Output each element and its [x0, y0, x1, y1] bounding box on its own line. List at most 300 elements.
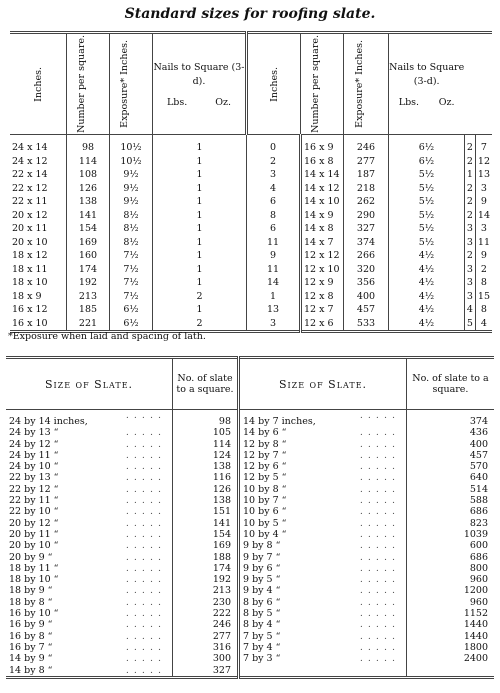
- slate-count-cell: 457: [407, 450, 495, 461]
- table-cell: 14 x 14: [301, 168, 344, 182]
- table-cell: 98: [67, 135, 110, 155]
- slate-size-label: 9 by 5 “: [243, 574, 281, 586]
- slate-size-cell: [239, 563, 407, 574]
- slate-size-label: 9 by 6 “: [243, 562, 281, 574]
- slate-size-label: 9 by 4 “: [243, 585, 281, 597]
- slate-count-cell: 600: [407, 540, 495, 551]
- slate-size-cell: [6, 427, 173, 438]
- slate-count-cell: 138: [173, 461, 239, 472]
- leader-dots: .....: [359, 438, 400, 450]
- slate-size-cell: [6, 608, 173, 619]
- table-cell: 9½: [110, 182, 153, 196]
- slate-size-cell: [6, 518, 173, 529]
- table-cell: 14: [247, 276, 301, 290]
- table-cell: 20 x 12: [12, 209, 48, 221]
- slate-size-label: 22 by 13 “: [9, 472, 59, 484]
- leader-dots: .....: [125, 472, 166, 484]
- table-cell: 2: [464, 135, 475, 155]
- col-size: Size of Slate.: [44, 377, 134, 391]
- table-cell: 3: [464, 236, 475, 250]
- table-cell: 141: [67, 209, 110, 223]
- slate-size-cell: [6, 461, 173, 472]
- table-cell: 7½: [110, 276, 153, 290]
- table-cell: 356: [344, 276, 389, 290]
- slate-count-cell: 124: [173, 450, 239, 461]
- leader-dots: .....: [359, 641, 400, 653]
- slate-count-cell: 141: [173, 518, 239, 529]
- slate-size-label: 12 by 7 “: [243, 449, 287, 461]
- slate-size-cell: [239, 427, 407, 438]
- slate-size-label: 20 by 12 “: [9, 517, 59, 529]
- table-cell: 4: [475, 317, 492, 332]
- slate-size-cell: [6, 495, 173, 506]
- leader-dots: .....: [125, 641, 166, 653]
- table-cell: 2: [153, 290, 247, 304]
- table-row: [6, 495, 494, 506]
- table-cell: 2: [464, 155, 475, 169]
- table-row: [10, 263, 492, 277]
- slate-size-label: 22 by 12 “: [9, 483, 59, 495]
- table-row: [6, 484, 494, 495]
- leader-dots: .....: [359, 472, 400, 484]
- table-cell: 20 x 11: [12, 223, 48, 234]
- slate-size-label: 24 by 14 inches,: [9, 416, 88, 427]
- table-cell: 114: [67, 155, 110, 169]
- slate-size-cell: [239, 529, 407, 540]
- slate-size-cell: [239, 450, 407, 461]
- slate-size-cell: [239, 574, 407, 585]
- leader-dots: .....: [359, 495, 400, 507]
- slate-count-cell: 1200: [407, 585, 495, 596]
- table-cell: 1: [153, 263, 247, 277]
- slate-size-cell: [239, 540, 407, 551]
- table-row: [6, 472, 494, 483]
- table-cell: 4: [247, 182, 301, 196]
- leader-dots: .....: [125, 551, 166, 563]
- leader-dots: .....: [359, 461, 400, 473]
- table-cell: 4½: [389, 249, 465, 263]
- table-cell: 11: [247, 263, 301, 277]
- slate-size-cell: [239, 506, 407, 517]
- col-number-2: Number per square.: [301, 33, 344, 135]
- table-cell: 6: [247, 195, 301, 209]
- table-cell: 13: [475, 168, 492, 182]
- table-cell: 174: [67, 263, 110, 277]
- slate-size-label: 16 by 10 “: [9, 608, 59, 620]
- slate-size-cell: [239, 439, 407, 450]
- table-cell: 13: [247, 303, 301, 317]
- table-cell: 187: [344, 168, 389, 182]
- slate-size-cell: [6, 665, 173, 678]
- table-cell: 7½: [110, 249, 153, 263]
- table-cell: 9: [475, 195, 492, 209]
- table-cell: 4½: [389, 263, 465, 277]
- table-cell: 3: [464, 222, 475, 236]
- slate-size-label: 14 by 6 “: [243, 427, 287, 439]
- table-cell: 290: [344, 209, 389, 223]
- table-cell: 9: [247, 249, 301, 263]
- table-row: [10, 317, 492, 332]
- table-cell: 2: [464, 195, 475, 209]
- table-cell: 2: [153, 317, 247, 332]
- table-cell: 20 x 10: [12, 236, 48, 248]
- table-row: [6, 450, 494, 461]
- table-cell: 2: [464, 209, 475, 223]
- table-cell: 8½: [110, 222, 153, 236]
- leader-dots: .....: [359, 653, 400, 665]
- leader-dots: .....: [359, 596, 400, 608]
- table-row: [6, 518, 494, 529]
- leader-dots: .....: [125, 410, 166, 421]
- leader-dots: .....: [359, 562, 400, 574]
- leader-dots: .....: [359, 449, 400, 461]
- slate-count-cell: 169: [173, 540, 239, 551]
- table-cell: 9: [475, 249, 492, 263]
- table-cell: 185: [67, 303, 110, 317]
- table-cell: 4: [464, 303, 475, 317]
- table-cell: 1: [153, 276, 247, 290]
- leader-dots: .....: [359, 410, 400, 421]
- leader-dots: .....: [359, 574, 400, 586]
- slate-size-label: 18 by 10 “: [9, 574, 59, 586]
- table-cell: 320: [344, 263, 389, 277]
- slate-count-cell: 1039: [407, 529, 495, 540]
- table-cell: 1: [153, 222, 247, 236]
- table-cell: 1: [153, 155, 247, 169]
- slate-size-label: 10 by 8 “: [243, 483, 287, 495]
- table-cell: 5½: [389, 182, 465, 196]
- table-cell: 14 x 12: [301, 182, 344, 196]
- table-cell: 16 x 8: [301, 155, 344, 169]
- table-cell: 6½: [110, 317, 153, 332]
- slate-count-cell: 514: [407, 484, 495, 495]
- leader-dots: .....: [359, 630, 400, 642]
- leader-dots: .....: [125, 483, 166, 495]
- col-inches: Inches.: [32, 66, 44, 102]
- leader-dots: .....: [125, 540, 166, 552]
- table-cell: 262: [344, 195, 389, 209]
- table-cell: 18 x 11: [12, 263, 48, 275]
- leader-dots: .....: [359, 483, 400, 495]
- slate-count-cell: 213: [173, 585, 239, 596]
- slate-count-cell: 174: [173, 563, 239, 574]
- slate-size-label: 24 by 12 “: [9, 438, 59, 450]
- slate-size-label: 20 by 11 “: [9, 528, 59, 540]
- table-cell: 5½: [389, 209, 465, 223]
- slate-count-cell: 686: [407, 506, 495, 517]
- col-exposure: Exposure* Inches.: [110, 33, 153, 135]
- table-cell: 6½: [389, 135, 465, 155]
- table-row: [6, 574, 494, 585]
- table-cell: 18 x 10: [12, 277, 48, 288]
- slate-count-cell: 277: [173, 631, 239, 642]
- slate-size-label: 18 by 9 “: [9, 585, 53, 597]
- slate-size-cell: [239, 410, 407, 428]
- table-header-row: [10, 33, 492, 135]
- col-size-2: Size of Slate.: [239, 358, 407, 410]
- table-cell: 12 x 8: [301, 290, 344, 304]
- table-cell: 8½: [110, 209, 153, 223]
- table-cell: 5: [464, 317, 475, 332]
- table-row: [6, 552, 494, 563]
- table-cell: 154: [67, 222, 110, 236]
- slate-size-label: 16 by 7 “: [9, 641, 53, 653]
- slate-size-label: 10 by 7 “: [243, 495, 287, 507]
- table-row: [6, 410, 494, 428]
- table-cell: 12 x 12: [301, 249, 344, 263]
- slate-size-cell: [6, 450, 173, 461]
- slate-size-label: 8 by 5 “: [243, 608, 281, 620]
- table-row: [6, 529, 494, 540]
- table-cell: 4½: [389, 317, 465, 332]
- table-cell: 2: [464, 249, 475, 263]
- table-cell: 1: [464, 168, 475, 182]
- slate-size-label: 18 by 11 “: [9, 562, 59, 574]
- slate-size-cell: [6, 653, 173, 664]
- table-cell: 1: [153, 182, 247, 196]
- slate-size-cell: [6, 472, 173, 483]
- leader-dots: .....: [359, 608, 400, 620]
- table-row: [6, 597, 494, 608]
- leader-dots: .....: [359, 619, 400, 631]
- table-row: [10, 303, 492, 317]
- table-cell: 4½: [389, 303, 465, 317]
- slate-size-label: 22 by 11 “: [9, 495, 59, 507]
- table-row: [6, 653, 494, 664]
- table-cell: 16 x 12: [12, 304, 48, 315]
- table-row: [6, 563, 494, 574]
- slate-size-label: 9 by 8 “: [243, 540, 281, 552]
- table-cell: 5½: [389, 195, 465, 209]
- table-cell: 22 x 14: [12, 169, 48, 180]
- table-cell: 277: [344, 155, 389, 169]
- slate-count-cell: 327: [173, 665, 239, 678]
- slate-size-cell: [239, 642, 407, 653]
- table-cell: 22 x 11: [12, 196, 48, 207]
- leader-dots: .....: [125, 506, 166, 518]
- slate-count-cell: 116: [173, 472, 239, 483]
- slate-count-cell: 823: [407, 518, 495, 529]
- slate-count-cell: 1800: [407, 642, 495, 653]
- table-cell: 7½: [110, 263, 153, 277]
- table-row: [6, 642, 494, 653]
- leader-dots: .....: [125, 449, 166, 461]
- slate-size-cell: [239, 585, 407, 596]
- table-cell: 16 x 10: [12, 317, 48, 329]
- slate-count-cell: 151: [173, 506, 239, 517]
- table-cell: 7: [475, 135, 492, 155]
- table-cell: 374: [344, 236, 389, 250]
- slate-size-label: 7 by 4 “: [243, 641, 281, 653]
- table-cell: 8: [475, 276, 492, 290]
- slate-size-label: 10 by 4 “: [243, 528, 287, 540]
- table-row: [6, 608, 494, 619]
- table-cell: 9½: [110, 168, 153, 182]
- slate-count-cell: 222: [173, 608, 239, 619]
- slate-size-cell: [239, 518, 407, 529]
- slate-size-label: 16 by 9 “: [9, 619, 53, 631]
- slate-size-label: 18 by 8 “: [9, 596, 53, 608]
- slate-size-label: 7 by 5 “: [243, 630, 281, 642]
- slate-size-cell: [6, 563, 173, 574]
- table-cell: 6½: [389, 155, 465, 169]
- table-cell: 2: [475, 263, 492, 277]
- slate-size-label: 14 by 7 inches,: [243, 416, 316, 427]
- slate-count-cell: 960: [407, 574, 495, 585]
- col-exposure-2: Exposure* Inches.: [344, 33, 389, 135]
- table-cell: 22 x 12: [12, 182, 48, 194]
- slate-count-cell: 588: [407, 495, 495, 506]
- slate-size-cell: [239, 665, 407, 678]
- table-row: [6, 631, 494, 642]
- table-row: [6, 585, 494, 596]
- slate-count-cell: 316: [173, 642, 239, 653]
- table-cell: 457: [344, 303, 389, 317]
- slate-size-cell: [6, 540, 173, 551]
- table-cell: 8: [475, 303, 492, 317]
- table-cell: 11: [247, 236, 301, 250]
- table-cell: 108: [67, 168, 110, 182]
- table-row: [10, 182, 492, 196]
- slate-count-cell: [407, 665, 495, 678]
- slate-count-cell: 192: [173, 574, 239, 585]
- slate-size-label: 9 by 7 “: [243, 551, 281, 563]
- slate-size-label: 24 by 10 “: [9, 461, 59, 473]
- slate-size-label: 24 by 13 “: [9, 427, 59, 439]
- leader-dots: .....: [359, 427, 400, 439]
- table-cell: 8: [247, 209, 301, 223]
- table-cell: 24 x 14: [12, 142, 48, 153]
- slate-count-cell: 230: [173, 597, 239, 608]
- table-cell: 14: [475, 209, 492, 223]
- slate-size-cell: [239, 653, 407, 664]
- table-cell: 4½: [389, 290, 465, 304]
- table-cell: 11: [475, 236, 492, 250]
- slate-size-cell: [6, 619, 173, 630]
- table-row: [6, 506, 494, 517]
- table-cell: 266: [344, 249, 389, 263]
- slate-size-cell: [6, 484, 173, 495]
- leader-dots: .....: [125, 619, 166, 631]
- slate-size-cell: [239, 495, 407, 506]
- table-cell: 14 x 10: [301, 195, 344, 209]
- slate-count-cell: 436: [407, 427, 495, 438]
- col-nails-2: Nails to Square (3-d). Lbs. Oz.: [389, 33, 465, 135]
- slate-per-square-table: [6, 356, 494, 679]
- slate-count-cell: 188: [173, 552, 239, 563]
- table-cell: 4½: [389, 276, 465, 290]
- leader-dots: .....: [125, 517, 166, 529]
- table-cell: 10½: [110, 155, 153, 169]
- slate-count-cell: 154: [173, 529, 239, 540]
- table-cell: 1: [153, 249, 247, 263]
- table-row: [10, 168, 492, 182]
- slate-size-cell: [6, 597, 173, 608]
- slate-size-label: 14 by 9 “: [9, 653, 53, 665]
- leader-dots: .....: [125, 574, 166, 586]
- slate-size-cell: [6, 642, 173, 653]
- leader-dots: .....: [125, 495, 166, 507]
- slate-count-cell: 570: [407, 461, 495, 472]
- slate-count-cell: 2400: [407, 653, 495, 664]
- table-header-row: [6, 358, 494, 410]
- slate-size-label: 20 by 10 “: [9, 540, 59, 552]
- slate-size-label: 22 by 10 “: [9, 506, 59, 518]
- table-cell: 5½: [389, 168, 465, 182]
- table-cell: 12 x 10: [301, 263, 344, 277]
- slate-count-cell: 300: [173, 653, 239, 664]
- slate-count-cell: 114: [173, 439, 239, 450]
- slate-size-cell: [6, 552, 173, 563]
- leader-dots: .....: [125, 608, 166, 620]
- table-cell: 192: [67, 276, 110, 290]
- table-cell: 1: [153, 303, 247, 317]
- leader-dots: .....: [359, 528, 400, 540]
- table-cell: 10½: [110, 135, 153, 155]
- table-cell: 5½: [389, 236, 465, 250]
- slate-size-label: 20 by 9 “: [9, 551, 53, 563]
- table-cell: 221: [67, 317, 110, 332]
- table-cell: 12 x 9: [301, 276, 344, 290]
- table-row: [10, 249, 492, 263]
- page-title: Standard sizes for roofing slate.: [124, 6, 376, 22]
- slate-size-cell: [6, 506, 173, 517]
- slate-size-cell: [6, 585, 173, 596]
- table-cell: 213: [67, 290, 110, 304]
- table-row: [6, 540, 494, 551]
- slate-size-label: 8 by 4 “: [243, 619, 281, 631]
- table-cell: 1: [153, 195, 247, 209]
- table-cell: 533: [344, 317, 389, 332]
- table-cell: 246: [344, 135, 389, 155]
- table-cell: 16 x 9: [301, 135, 344, 155]
- table-row: [10, 135, 492, 155]
- table-cell: 14 x 8: [301, 222, 344, 236]
- slate-size-label: 7 by 3 “: [243, 653, 281, 665]
- table-cell: 18 x 12: [12, 250, 48, 261]
- slate-count-cell: 1440: [407, 631, 495, 642]
- slate-size-cell: [6, 439, 173, 450]
- table-cell: 2: [464, 182, 475, 196]
- table-cell: 327: [344, 222, 389, 236]
- slate-size-cell: [6, 410, 173, 428]
- table-cell: 6½: [110, 303, 153, 317]
- slate-size-cell: [239, 619, 407, 630]
- leader-dots: .....: [359, 517, 400, 529]
- table-cell: 9½: [110, 195, 153, 209]
- slate-size-label: 8 by 6 “: [243, 596, 281, 608]
- leader-dots: .....: [125, 562, 166, 574]
- table-row: [10, 195, 492, 209]
- slate-size-cell: [6, 631, 173, 642]
- table-cell: 3: [475, 222, 492, 236]
- table-cell: 0: [247, 135, 301, 155]
- table-cell: 5½: [389, 222, 465, 236]
- table-row: [10, 276, 492, 290]
- table-row: [10, 236, 492, 250]
- leader-dots: .....: [359, 540, 400, 552]
- slate-size-label: 12 by 8 “: [243, 438, 287, 450]
- table-cell: 169: [67, 236, 110, 250]
- table-cell: 15: [475, 290, 492, 304]
- table-cell: 12 x 6: [301, 317, 344, 332]
- table-cell: 138: [67, 195, 110, 209]
- table-cell: 1: [153, 168, 247, 182]
- table-cell: 400: [344, 290, 389, 304]
- slate-count-cell: 138: [173, 495, 239, 506]
- table-row: [6, 439, 494, 450]
- leader-dots: .....: [359, 585, 400, 597]
